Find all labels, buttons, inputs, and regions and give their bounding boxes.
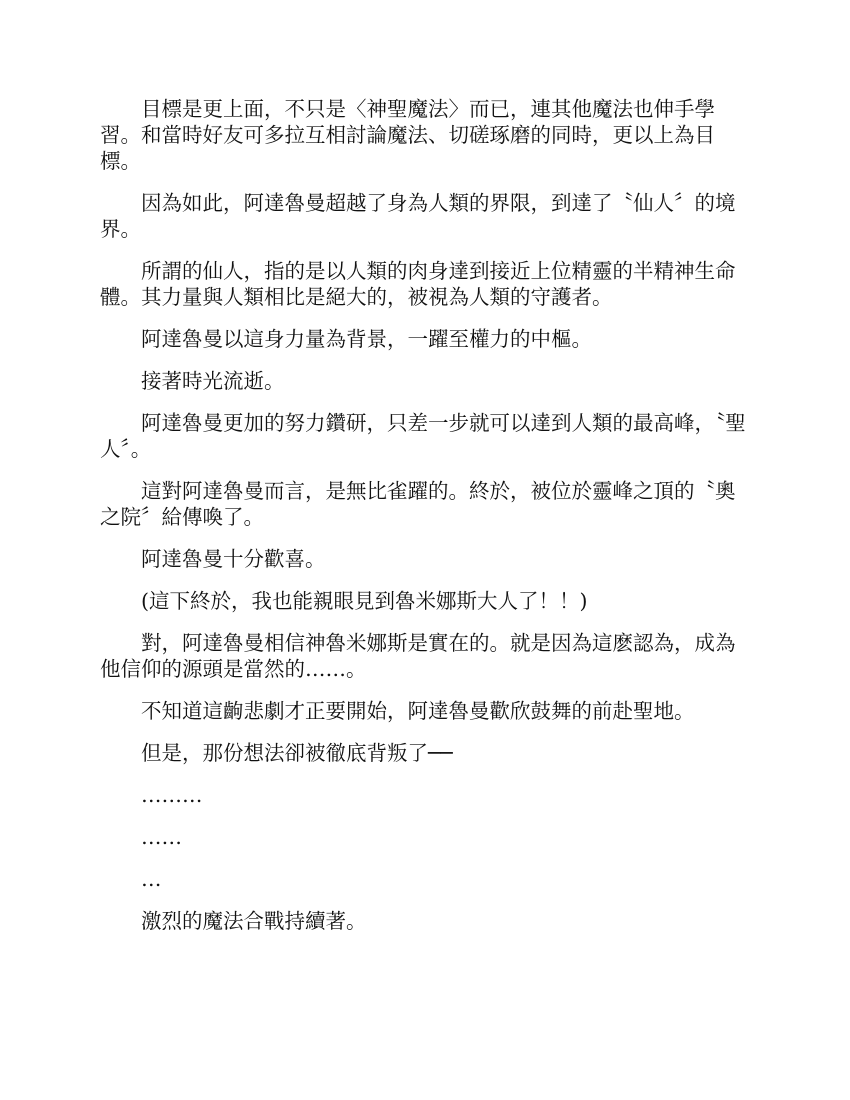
paragraph: 接著時光流逝。 (141, 369, 285, 393)
paragraph: ……… (141, 783, 203, 807)
paragraph: (這下終於，我也能親眼見到魯米娜斯大人了！！) (141, 589, 588, 613)
text-body (100, 96, 748, 950)
paragraph: 阿達魯曼以這身力量為背景，一躍至權力的中樞。 (141, 327, 592, 351)
paragraph: 因為如此，阿達魯曼超越了身為人類的界限，到達了〝仙人〞的境界。 (100, 191, 736, 241)
paragraph: 阿達魯曼更加的努力鑽研，只差一步就可以達到人類的最高峰，〝聖人〞。 (100, 411, 746, 461)
paragraph: …… (141, 825, 182, 849)
paragraph: 阿達魯曼十分歡喜。 (141, 547, 326, 571)
paragraph: 這對阿達魯曼而言，是無比雀躍的。終於，被位於靈峰之頂的〝奧之院〞給傳喚了。 (100, 479, 736, 529)
paragraph: 目標是更上面，不只是〈神聖魔法〉而已，連其他魔法也伸手學習。和當時好友可多拉互相討論魔法、切磋琢磨的同時，更以上為目標。 (100, 97, 715, 173)
paragraph: 但是，那份想法卻被徹底背叛了── (141, 741, 453, 765)
paragraph: 不知道這齣悲劇才正要開始，阿達魯曼歡欣鼓舞的前赴聖地。 (141, 699, 695, 723)
paragraph: 激烈的魔法合戰持續著。 (141, 909, 367, 933)
paragraph: 對，阿達魯曼相信神魯米娜斯是實在的。就是因為這麽認為，成為他信仰的源頭是當然的……。 (100, 631, 736, 681)
paragraph: 所謂的仙人，指的是以人類的肉身達到接近上位精靈的半精神生命體。其力量與人類相比是絕大的，被視為人類的守護者。 (100, 259, 736, 309)
paragraph: … (141, 867, 162, 891)
